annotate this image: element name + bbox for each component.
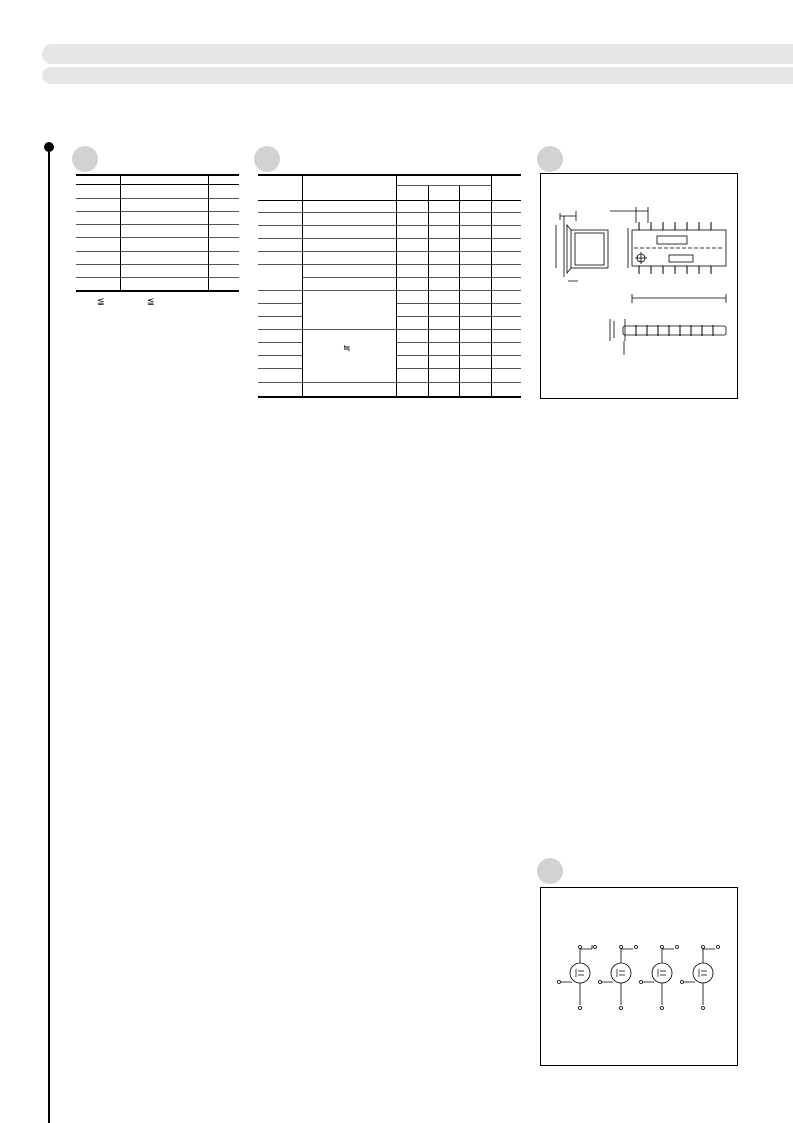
- table-row: [258, 225, 521, 226]
- equivalent-circuit-diagram: [540, 887, 738, 1066]
- table-row: [76, 224, 239, 225]
- table-1-header-rule: [76, 184, 239, 185]
- table-row: [258, 368, 302, 369]
- table-2-col-divider: [396, 175, 397, 396]
- note-symbol: ≦: [147, 296, 155, 306]
- transistor-1: [558, 945, 597, 1010]
- section-marker-2: [254, 146, 280, 172]
- table-row: [258, 264, 521, 265]
- table-1-col-divider: [208, 175, 209, 290]
- table-row: [258, 303, 302, 304]
- transistor-2: [599, 946, 638, 1010]
- table-row: [258, 251, 521, 252]
- table-row: [76, 251, 239, 252]
- table-2-bottom-rule: [258, 396, 521, 398]
- approx-symbol: ≒: [343, 343, 351, 353]
- table-row: [76, 264, 239, 265]
- table-1-top-rule: [76, 174, 239, 176]
- table-row: [258, 212, 521, 213]
- table-row: [302, 277, 521, 278]
- table-2-col-divider: [459, 186, 460, 396]
- table-row: [76, 237, 239, 238]
- table-2-top-rule: [258, 174, 521, 176]
- table-2-col-divider: [491, 175, 492, 396]
- header-band-bottom: [42, 66, 793, 84]
- table-1-bottom-rule: [76, 290, 239, 292]
- table-row: [76, 198, 239, 199]
- table-row: [258, 316, 302, 317]
- table-2-subheader-rule: [396, 185, 491, 186]
- transistor-3: [640, 946, 679, 1010]
- table-row: [258, 342, 302, 343]
- package-outline-drawing: [540, 173, 738, 399]
- note-symbol: ≦: [97, 296, 105, 306]
- table-1-col-divider: [120, 175, 121, 290]
- table-row: [258, 329, 521, 330]
- margin-line: [48, 147, 50, 1123]
- table-row: [76, 277, 239, 278]
- table-row: [76, 211, 239, 212]
- table-row: [258, 290, 521, 291]
- section-marker-3: [537, 146, 563, 172]
- table-row: [258, 355, 302, 356]
- table-2-col-divider: [428, 186, 429, 396]
- table-row: [258, 382, 521, 383]
- table-row: [258, 238, 521, 239]
- section-marker-4: [537, 858, 563, 884]
- header-band-top: [42, 44, 793, 64]
- table-2-col-divider: [302, 175, 303, 396]
- table-2-header-rule: [258, 200, 521, 201]
- transistor-4: [681, 946, 720, 1010]
- section-marker-1: [72, 146, 98, 172]
